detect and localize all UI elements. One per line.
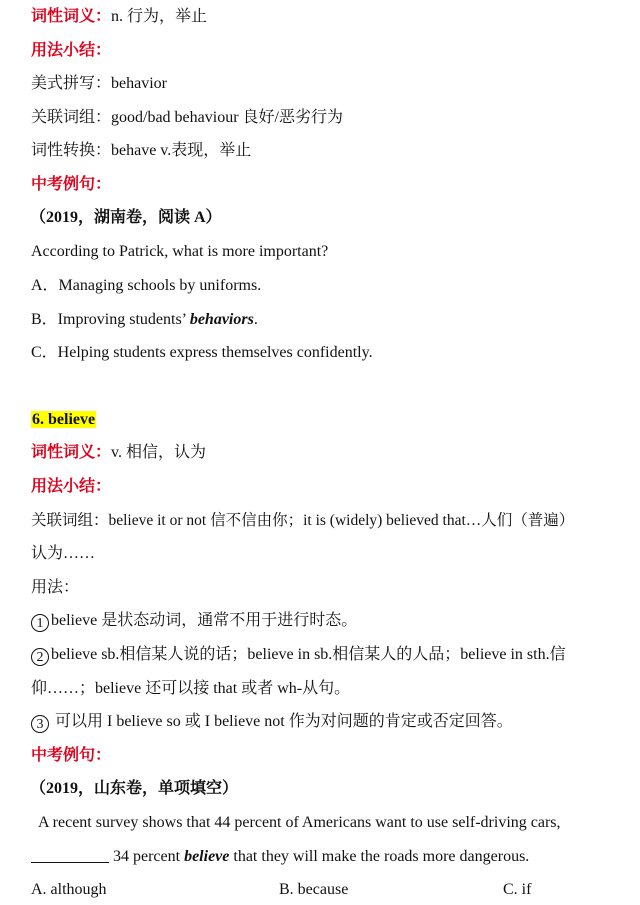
s2-usage-3-text: 可以用 I believe so 或 I believe not 作为对问题的肯定或否定回答。 (51, 713, 513, 730)
circled-number-1: 1 (31, 614, 49, 632)
s2-question-line-1: A recent survey shows that 44 percent of Americans want to use self-driving cars, (38, 814, 561, 831)
s1-conversion: 词性转换：behave v.表现，举止 (31, 142, 252, 159)
circled-number-2: 2 (31, 648, 49, 666)
s1-option-a: A．Managing schools by uniforms. (31, 277, 262, 294)
s1-definition-row (31, 6, 207, 28)
s1-option-b-emphasis: behaviors (189, 311, 254, 328)
s2-definition-label: 词性词义： (31, 444, 112, 461)
s2-option-c: C. if (503, 881, 532, 898)
s2-usage-1 (31, 610, 357, 632)
s1-related-phrases: 关联词组：good/bad behaviour 良好/恶劣行为 (31, 109, 343, 126)
s1-example-heading: 中考例句： (31, 176, 112, 193)
s2-q2-emphasis: believe (184, 848, 230, 865)
s2-q2-pre: 34 percent (113, 848, 185, 865)
s2-usage-1-text: believe 是状态动词，通常不用于进行时态。 (51, 612, 358, 629)
s1-option-b-pre: B．Improving students’ (31, 311, 190, 328)
s1-definition-text: n. 行为，举止 (111, 8, 208, 25)
s2-related-line-1: 关联词组：believe it or not 信不信由你；it is (widely) believed that…人们（普遍） (31, 512, 575, 529)
s2-usage-2 (31, 644, 566, 666)
s1-usage-heading: 用法小结： (31, 42, 112, 59)
s2-question-line-2 (31, 846, 529, 868)
s1-question: According to Patrick, what is more important? (31, 243, 329, 260)
s1-option-c: C．Helping students express themselves confidently. (31, 344, 373, 361)
s1-source: （2019，湖南卷，阅读 A） (30, 209, 222, 226)
s2-example-heading: 中考例句： (31, 747, 112, 764)
s2-title: 6. believe (32, 411, 96, 428)
s2-source: （2019，山东卷，单项填空） (30, 780, 239, 797)
s2-usage-2-text-a: believe sb.相信某人说的话；believe in sb.相信某人的人品；believe in sth.信 (51, 646, 566, 663)
s1-spelling: 美式拼写：behavior (31, 75, 167, 92)
circled-number-3: 3 (31, 715, 49, 733)
s2-q2-post: that they will make the roads more dangerous. (229, 848, 530, 865)
s2-title-row (31, 409, 96, 431)
s2-usage-heading: 用法小结： (31, 478, 112, 495)
s2-definition-row (31, 442, 206, 464)
s2-usage-2-cont: 仰……；believe 还可以接 that 或者 wh-从句。 (31, 680, 351, 697)
s1-option-b-post: . (253, 311, 258, 328)
s2-usage-3 (31, 711, 513, 733)
s2-definition-text: v. 相信，认为 (111, 444, 206, 461)
answer-blank (31, 847, 109, 863)
s1-definition-label: 词性词义： (31, 8, 112, 25)
s1-option-b (31, 309, 258, 331)
s2-option-b: B. because (279, 881, 349, 898)
s2-option-a: A. although (31, 881, 107, 898)
s2-related-line-2: 认为…… (31, 545, 96, 562)
s2-usage-label: 用法： (31, 579, 80, 596)
